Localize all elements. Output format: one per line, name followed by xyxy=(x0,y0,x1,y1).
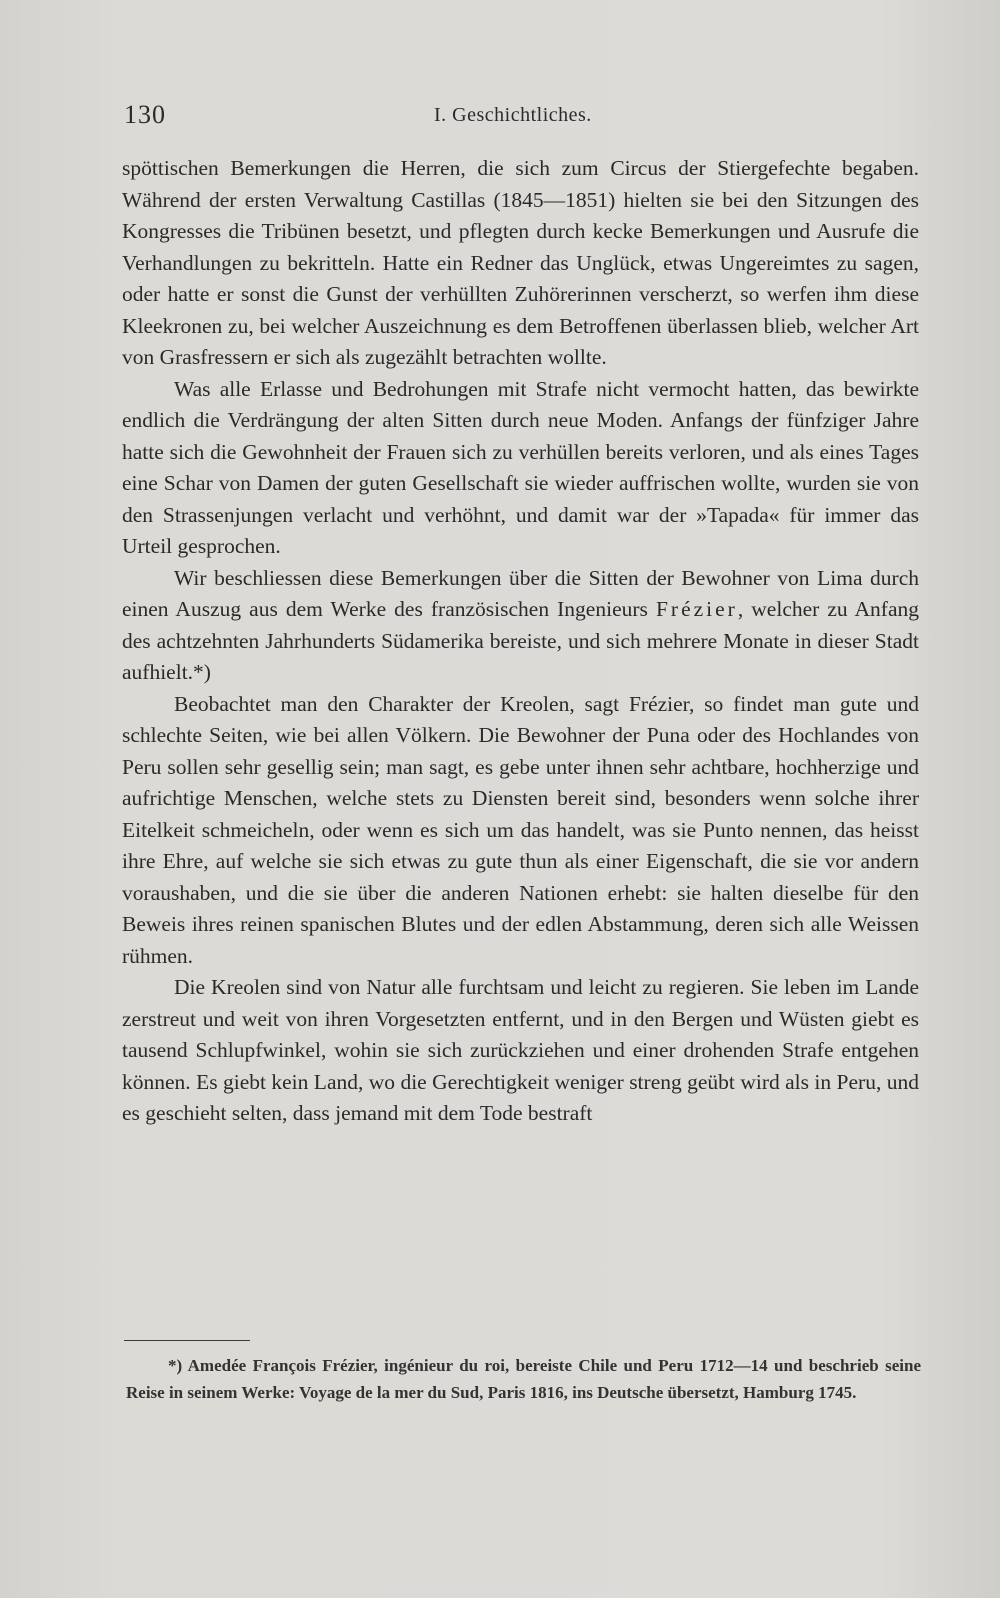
paragraph-3-end: , welcher zu Anfang des achtzehnten Jahrhunderts Südamerika bereiste, und sich mehrere Monate in dieser Stadt aufhielt.*) xyxy=(122,597,920,684)
running-title: I. Geschichtliches. xyxy=(434,104,592,126)
paragraph-5: Die Kreolen sind von Natur alle furchtsam und leicht zu regieren. Sie leben im Lande zerstreut und weit von ihren Vorgesetzten entfernt, und in den Bergen und Wüsten giebt es tausend Schlupfwinkel, wohin sie sich zurückziehen und einer drohenden Strafe entgehen können. Es giebt kein Land, wo die Gerechtigkeit weniger streng geübt wird als in Peru, und es geschieht selten, dass jemand mit dem Tode bestraft xyxy=(122,975,919,1125)
author-name-frezier: Frézier xyxy=(655,597,738,621)
page-number: 130 xyxy=(124,100,166,129)
footnote-divider xyxy=(124,1340,250,1341)
footnote-text: *) Amedée François Frézier, ingénieur du roi, bereiste Chile und Peru 1712—14 und beschrieb seine Reise in seinem Werke: Voyage de la mer du Sud, Paris 1816, ins Deutsche übersetzt, Hamburg 1745. xyxy=(126,1356,921,1402)
paragraph-1: spöttischen Bemerkungen die Herren, die sich zum Circus der Stiergefechte begaben. Während der ersten Verwaltung Castillas (1845—1851) hielten sie bei den Sitzungen des Kongresses die Tribünen besetzt, und pflegten durch kecke Bemerkungen und Ausrufe die Verhandlungen zu bekritteln. Hatte ein Redner das Unglück, etwas Ungereimtes zu sagen, oder hatte er sonst die Gunst der verhüllten Zuhörerinnen verscherzt, so werfen ihm diese Kleekronen zu, bei welcher Auszeichnung es dem Betroffenen überlassen blieb, welcher Art von Grasfressern er sich als zugezählt betrachten wollte. xyxy=(122,156,919,369)
paragraph-2: Was alle Erlasse und Bedrohungen mit Strafe nicht vermocht hatten, das bewirkte endlich die Verdrängung der alten Sitten durch neue Moden. Anfangs der fünfziger Jahre hatte sich die Gewohnheit der Frauen sich zu verhüllen bereits verloren, und als eines Tages eine Schar von Damen der guten Gesellschaft sie wieder auffrischen wollte, wurden sie von den Strassenjungen verlacht und verhöhnt, und damit war der »Tapada« für immer das Urteil gesprochen. xyxy=(122,376,919,558)
paragraph-4: Beobachtet man den Charakter der Kreolen, sagt Frézier, so findet man gute und schlechte Seiten, wie bei allen Völkern. Die Bewohner der Puna oder des Hochlandes von Peru sollen sehr gesellig sein; man sagt, es gebe unter ihnen sehr achtbare, hochherzige und aufrichtige Menschen, welche stets zu Diensten bereit sind, besonders wenn solche ihrer Eitelkeit schmeicheln, oder wenn es sich um das handelt, was sie Punto nennen, das heisst ihre Ehre, auf welche sie sich etwas zu gute thun als einer Eigenschaft, die sie vor andern voraushaben, und die sie über die anderen Nationen erhebt: sie halten dieselbe für den Beweis ihres reinen spanischen Blutes und der edlen Abstammung, deren sich alle Weissen rühmen. xyxy=(122,691,919,968)
footnote xyxy=(126,1352,921,1406)
body-text xyxy=(122,153,919,1130)
running-head xyxy=(124,100,920,136)
paragraph-3 xyxy=(122,563,919,689)
paragraph-3-start: Wir beschliessen diese Bemerkungen über die Sitten der Bewohner von Lima durch einen Auszug aus dem Werke des französischen Ingenieurs xyxy=(122,565,919,621)
